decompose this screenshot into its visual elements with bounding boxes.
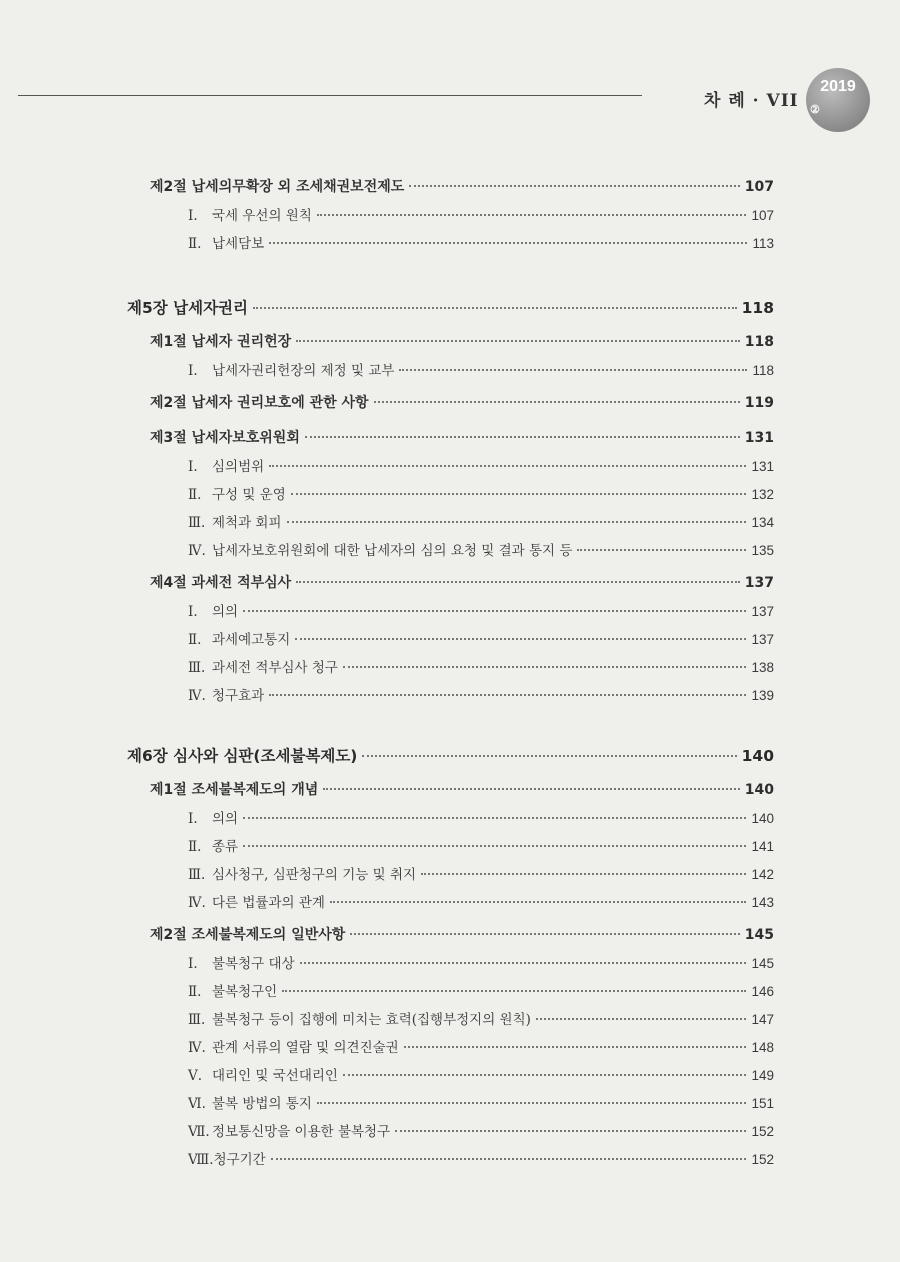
- toc-page-number: 118: [744, 334, 774, 350]
- toc-entry-label: [188, 835, 238, 855]
- toc-entry: [188, 807, 774, 831]
- toc-leader-dots: [399, 369, 747, 371]
- toc-leader-dots: [243, 610, 746, 612]
- toc-leader-dots: [269, 242, 747, 244]
- toc-entry: [188, 1148, 774, 1172]
- toc-entry: [150, 427, 774, 451]
- toc-entry: [188, 1092, 774, 1116]
- toc-entry-title: 제2절 납세의무확장 외 조세채권보전제도: [150, 179, 405, 195]
- toc-entry-title: 불복청구인: [212, 984, 278, 1000]
- toc-entry-title: 의의: [212, 604, 239, 620]
- toc-page-number: 145: [744, 927, 774, 943]
- toc-entry-label: [127, 744, 357, 766]
- toc-entry-title: 과세예고통지: [212, 632, 291, 648]
- toc-entry-title: 대리인 및 국선대리인: [212, 1068, 338, 1084]
- toc-leader-dots: [317, 214, 747, 216]
- toc-entry: [127, 744, 774, 768]
- toc-entry-title: 제6장 심사와 심판(조세불복제도): [127, 747, 358, 765]
- toc-entry: [188, 891, 774, 915]
- toc-page-number: 138: [751, 660, 774, 675]
- toc-entry-label: [188, 204, 312, 224]
- toc-page-number: 149: [751, 1068, 774, 1083]
- toc-entry-number: Ⅳ.: [188, 688, 206, 704]
- toc-entry-number: Ⅰ.: [188, 363, 198, 379]
- toc-page-number: 107: [744, 179, 774, 195]
- toc-entry-title: 납세담보: [212, 236, 265, 252]
- toc-leader-dots: [253, 307, 737, 309]
- toc-page-number: 151: [751, 1096, 774, 1111]
- toc-entry: [188, 952, 774, 976]
- toc-entry: [188, 455, 774, 479]
- toc-page-number: 118: [741, 299, 774, 317]
- toc-entry-number: Ⅶ.: [188, 1124, 210, 1140]
- toc-entry-title: 심의범위: [212, 459, 265, 475]
- toc-entry-number: Ⅳ.: [188, 895, 206, 911]
- toc-page-number: 148: [751, 1040, 774, 1055]
- toc-entry-title: 제4절 과세전 적부심사: [150, 575, 292, 591]
- toc-entry: [150, 176, 774, 200]
- toc-page-number: 132: [751, 487, 774, 502]
- toc-entry-label: [188, 539, 572, 559]
- toc-page-number: 131: [744, 430, 774, 446]
- toc-entry-number: Ⅲ.: [188, 515, 206, 531]
- toc-entry: [188, 1008, 774, 1032]
- toc-entry-label: [188, 1036, 399, 1056]
- toc-leader-dots: [409, 185, 739, 187]
- toc-entry-title: 구성 및 운영: [212, 487, 286, 503]
- toc-entry-label: [150, 924, 345, 944]
- toc-entry: [188, 483, 774, 507]
- toc-leader-dots: [317, 1102, 747, 1104]
- toc-page-number: 145: [751, 956, 774, 971]
- toc-entry-label: [188, 891, 325, 911]
- toc-leader-dots: [536, 1018, 747, 1020]
- toc-page-number: 142: [751, 867, 774, 882]
- toc-page-number: 134: [751, 515, 774, 530]
- toc-entry-label: [150, 572, 291, 592]
- toc-leader-dots: [287, 521, 747, 523]
- toc-leader-dots: [330, 901, 747, 903]
- toc-leader-dots: [296, 340, 740, 342]
- toc-entry-title: 정보통신망을 이용한 불복청구: [212, 1124, 391, 1140]
- toc-entry-number: Ⅱ.: [188, 236, 202, 252]
- toc-entry-label: [188, 1092, 312, 1112]
- toc-entry: [188, 204, 774, 228]
- year-badge-sub: ②: [810, 104, 820, 116]
- toc-entry-title: 심사청구, 심판청구의 기능 및 취지: [212, 867, 417, 883]
- toc-entry-number: Ⅳ.: [188, 1040, 206, 1056]
- toc-entry: [188, 511, 774, 535]
- toc-entry-label: [188, 232, 264, 252]
- toc-entry-number: Ⅰ.: [188, 811, 198, 827]
- toc-page-number: 152: [751, 1124, 774, 1139]
- toc-page-number: 143: [751, 895, 774, 910]
- toc-entry-number: Ⅰ.: [188, 208, 198, 224]
- toc-entry-title: 불복 방법의 통지: [212, 1096, 312, 1112]
- toc-leader-dots: [343, 666, 747, 668]
- toc-entry: [188, 684, 774, 708]
- toc-entry: [188, 980, 774, 1004]
- toc-entry-label: [188, 656, 338, 676]
- toc-page-number: 140: [751, 811, 774, 826]
- toc-entry-label: [127, 296, 248, 318]
- toc-entry-number: Ⅱ.: [188, 487, 202, 503]
- toc-entry-label: [150, 779, 318, 799]
- toc-page-number: 137: [751, 632, 774, 647]
- toc-leader-dots: [300, 962, 747, 964]
- toc-page-number: 137: [744, 575, 774, 591]
- toc-page-number: 146: [751, 984, 774, 999]
- toc-leader-dots: [269, 694, 746, 696]
- toc-entry-label: [188, 628, 290, 648]
- toc-entry-label: [188, 455, 264, 475]
- toc-entry-title: 과세전 적부심사 청구: [212, 660, 338, 676]
- toc-leader-dots: [350, 933, 739, 935]
- toc-entry-title: 제2절 납세자 권리보호에 관한 사항: [150, 395, 369, 411]
- toc-page-number: 152: [751, 1152, 774, 1167]
- toc-entry-label: [188, 359, 394, 379]
- toc-entry-title: 불복청구 대상: [212, 956, 295, 972]
- toc-entry: [188, 1064, 774, 1088]
- toc-entry-label: [188, 511, 282, 531]
- toc-entry-label: [188, 952, 295, 972]
- toc-entry-title: 제3절 납세자보호위원회: [150, 430, 300, 446]
- toc-leader-dots: [291, 493, 747, 495]
- toc-page-number: 107: [751, 208, 774, 223]
- toc-entry: [188, 359, 774, 383]
- toc-entry-title: 청구효과: [212, 688, 265, 704]
- toc-entry: [188, 628, 774, 652]
- toc-entry-title: 제2절 조세불복제도의 일반사항: [150, 927, 346, 943]
- toc-entry: [188, 863, 774, 887]
- toc-entry-label: [150, 176, 404, 196]
- toc-leader-dots: [295, 638, 746, 640]
- toc-entry-title: 다른 법률과의 관계: [212, 895, 325, 911]
- toc-page-number: 137: [751, 604, 774, 619]
- toc-leader-dots: [269, 465, 746, 467]
- toc-entry-title: 청구기간: [213, 1152, 266, 1168]
- toc-entry-title: 제척과 회피: [212, 515, 282, 531]
- toc-entry: [188, 835, 774, 859]
- toc-leader-dots: [343, 1074, 747, 1076]
- toc-page-number: 118: [752, 363, 774, 378]
- toc-page-number: 147: [751, 1012, 774, 1027]
- toc-entry-number: Ⅱ.: [188, 839, 202, 855]
- toc-entry-label: [188, 483, 286, 503]
- toc-entry-label: [188, 600, 238, 620]
- toc-entry-label: [188, 1064, 338, 1084]
- toc-entry-title: 의의: [212, 811, 239, 827]
- toc-entry-label: [188, 807, 238, 827]
- toc-entry-number: Ⅲ.: [188, 867, 206, 883]
- toc-leader-dots: [243, 845, 746, 847]
- toc-entry-number: Ⅱ.: [188, 632, 202, 648]
- toc-leader-dots: [421, 873, 746, 875]
- toc-entry-number: Ⅱ.: [188, 984, 202, 1000]
- toc-entry: [150, 392, 774, 416]
- toc-entry-label: [150, 427, 300, 447]
- toc-entry: [150, 924, 774, 948]
- toc-page-number: 140: [744, 782, 774, 798]
- toc-entry-title: 제5장 납세자권리: [127, 299, 248, 317]
- toc-entry-number: Ⅲ.: [188, 1012, 206, 1028]
- toc-entry-number: Ⅵ.: [188, 1096, 206, 1112]
- toc-page-number: 131: [751, 459, 774, 474]
- toc-entry: [127, 296, 774, 320]
- toc-page-number: 135: [751, 543, 774, 558]
- toc-entry: [188, 539, 774, 563]
- toc-entry: [150, 331, 774, 355]
- toc-leader-dots: [395, 1130, 746, 1132]
- toc-leader-dots: [243, 817, 746, 819]
- toc-entry: [188, 232, 774, 256]
- toc-entry: [150, 572, 774, 596]
- toc-entry-title: 불복청구 등이 집행에 미치는 효력(집행부정지의 원칙): [212, 1012, 531, 1028]
- toc-entry-number: Ⅴ.: [188, 1068, 203, 1084]
- toc-leader-dots: [374, 401, 740, 403]
- toc-entry: [188, 1036, 774, 1060]
- toc-entry-label: [188, 863, 416, 883]
- toc-entry-title: 납세자보호위원회에 대한 납세자의 심의 요청 및 결과 통지 등: [212, 543, 573, 559]
- toc-leader-dots: [296, 581, 740, 583]
- toc-leader-dots: [323, 788, 740, 790]
- toc-entry-title: 제1절 조세불복제도의 개념: [150, 782, 319, 798]
- toc-entry-number: Ⅰ.: [188, 956, 198, 972]
- toc-entry-number: Ⅳ.: [188, 543, 206, 559]
- toc-leader-dots: [362, 755, 736, 757]
- toc-entry-label: [150, 392, 369, 412]
- toc-entry-label: [188, 684, 264, 704]
- toc-entry: [150, 779, 774, 803]
- toc-page-number: 140: [741, 747, 774, 765]
- toc-page-number: 141: [751, 839, 774, 854]
- toc-page-number: 113: [752, 236, 774, 251]
- toc-entry-title: 제1절 납세자 권리헌장: [150, 334, 292, 350]
- toc-entry-label: [188, 980, 277, 1000]
- toc-entry-number: Ⅷ.: [188, 1152, 214, 1168]
- toc-page-number: 139: [751, 688, 774, 703]
- toc-leader-dots: [305, 436, 740, 438]
- toc-entry-number: Ⅰ.: [188, 459, 198, 475]
- year-badge-year: 2019: [820, 78, 856, 95]
- toc-entry: [188, 1120, 774, 1144]
- toc-page-number: 119: [744, 395, 774, 411]
- toc-entry: [188, 656, 774, 680]
- toc-leader-dots: [282, 990, 746, 992]
- toc-entry-label: [150, 331, 291, 351]
- toc-entry-title: 종류: [212, 839, 239, 855]
- toc-entry-title: 납세자권리헌장의 제정 및 교부: [212, 363, 395, 379]
- toc-entry-label: [188, 1120, 390, 1140]
- toc-leader-dots: [271, 1158, 747, 1160]
- toc-entry-label: [188, 1148, 266, 1168]
- toc-entry-label: [188, 1008, 531, 1028]
- running-head: 차 례 · VII: [704, 91, 799, 111]
- toc-entry-title: 국세 우선의 원칙: [212, 208, 312, 224]
- toc-entry-number: Ⅲ.: [188, 660, 206, 676]
- toc-entry-number: Ⅰ.: [188, 604, 198, 620]
- toc-entry-title: 관계 서류의 열람 및 의견진술권: [212, 1040, 399, 1056]
- toc-leader-dots: [404, 1046, 747, 1048]
- toc-leader-dots: [577, 549, 746, 551]
- toc-entry: [188, 600, 774, 624]
